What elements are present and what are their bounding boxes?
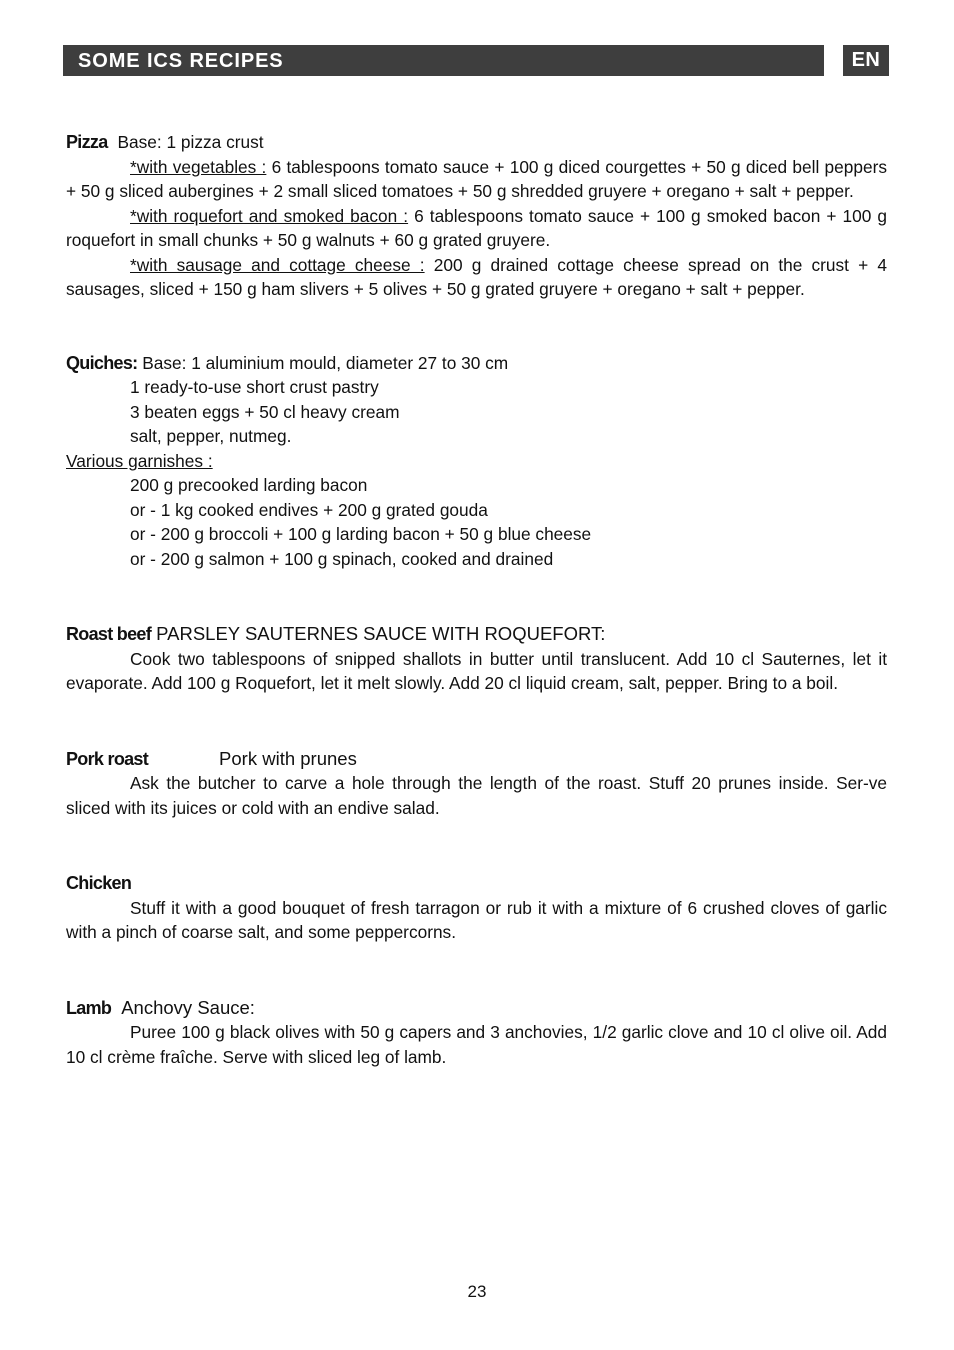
pizza-variant-roquefort bbox=[66, 204, 887, 253]
quiche-line: 3 beaten eggs + 50 cl heavy cream bbox=[130, 401, 400, 422]
recipe-pizza bbox=[66, 130, 887, 302]
page-number: 23 bbox=[467, 1282, 487, 1301]
variant-label: *with sausage and cottage cheese : bbox=[130, 254, 425, 275]
recipe-text: Ask the butcher to carve a hole through the length of the roast. Stuff 20 prunes inside. Ser-ve sliced with its juices or cold with an endive salad. bbox=[66, 773, 887, 818]
recipe-name: Roast beef bbox=[66, 624, 152, 644]
recipe-text: Puree 100 g black olives with 50 g capers and 3 anchovies, 1/2 garlic clove and 10 cl olive oil. Add 10 cl crème fraîche. Serve with sliced leg of lamb. bbox=[66, 1022, 887, 1067]
recipe-name: Pork roast bbox=[66, 748, 149, 769]
recipe-subtitle: Pork with prunes bbox=[219, 747, 357, 769]
variant-text: 6 tablespoons tomato sauce + 100 g smoked bacon + 100 g roquefort in small chunks + 50 g walnuts + 60 g grated gruyere. bbox=[66, 205, 888, 250]
recipe-base: Base: 1 pizza crust bbox=[117, 132, 264, 152]
recipe-chicken bbox=[66, 871, 887, 945]
recipe-name: Chicken bbox=[66, 873, 132, 893]
variant-label: *with vegetables : bbox=[130, 156, 267, 177]
recipe-quiches bbox=[66, 351, 887, 572]
garnish-label: Various garnishes : bbox=[66, 450, 213, 471]
recipe-pork-roast bbox=[66, 747, 887, 821]
language-badge: EN bbox=[843, 45, 889, 76]
variant-text: 6 tablespoons tomato sauce + 100 g diced courgettes + 50 g diced bell peppers + 50 g sliced aubergines + 2 small sliced tomatoes + 50 g shredded gruyere + oregano + salt + pepper. bbox=[66, 156, 888, 201]
recipe-roast-beef bbox=[66, 622, 887, 696]
garnish-item: 200 g precooked larding bacon bbox=[130, 475, 368, 495]
recipe-subtitle: Anchovy Sauce: bbox=[121, 996, 255, 1018]
garnish-item: or - 1 kg cooked endives + 200 g grated gouda bbox=[130, 499, 488, 520]
garnish-item: or - 200 g salmon + 100 g spinach, cooked and drained bbox=[130, 548, 554, 569]
variant-text: 200 g drained cottage cheese spread on the crust + 4 sausages, sliced + 150 g ham slivers + 5 olives + 50 g grated gruyere + oregano + salt + pepper. bbox=[66, 254, 887, 299]
recipe-subtitle: PARSLEY SAUTERNES SAUCE WITH ROQUEFORT: bbox=[151, 623, 606, 644]
quiche-line: salt, pepper, nutmeg. bbox=[130, 426, 292, 446]
pizza-variant-sausage bbox=[66, 253, 887, 302]
recipe-text: Cook two tablespoons of snipped shallots in butter until translucent. Add 10 cl Sauternes, let it evaporate. Add 100 g Roquefort, let it melt slowly. Add 20 cl liquid cream, salt, pepper. Bring to a boil. bbox=[66, 648, 887, 693]
recipe-lamb bbox=[66, 996, 887, 1070]
section-header-bar bbox=[63, 45, 824, 76]
recipe-name: Pizza bbox=[66, 132, 108, 152]
recipe-text: Stuff it with a good bouquet of fresh tarragon or rub it with a mixture of 6 crushed cloves of garlic with a pinch of coarse salt, and some peppercorns. bbox=[66, 897, 887, 942]
garnish-item: or - 200 g broccoli + 100 g larding bacon + 50 g blue cheese bbox=[130, 524, 592, 544]
recipe-base: Base: 1 aluminium mould, diameter 27 to 30 cm bbox=[137, 352, 509, 373]
recipe-name: Quiches: bbox=[66, 352, 138, 373]
recipe-name: Lamb bbox=[66, 997, 112, 1018]
recipes-content bbox=[66, 130, 887, 1069]
pizza-variant-vegetables bbox=[66, 155, 887, 204]
section-title: SOME ICS RECIPES bbox=[78, 50, 284, 72]
variant-label: *with roquefort and smoked bacon : bbox=[130, 205, 409, 226]
quiche-line: 1 ready-to-use short crust pastry bbox=[130, 377, 379, 397]
